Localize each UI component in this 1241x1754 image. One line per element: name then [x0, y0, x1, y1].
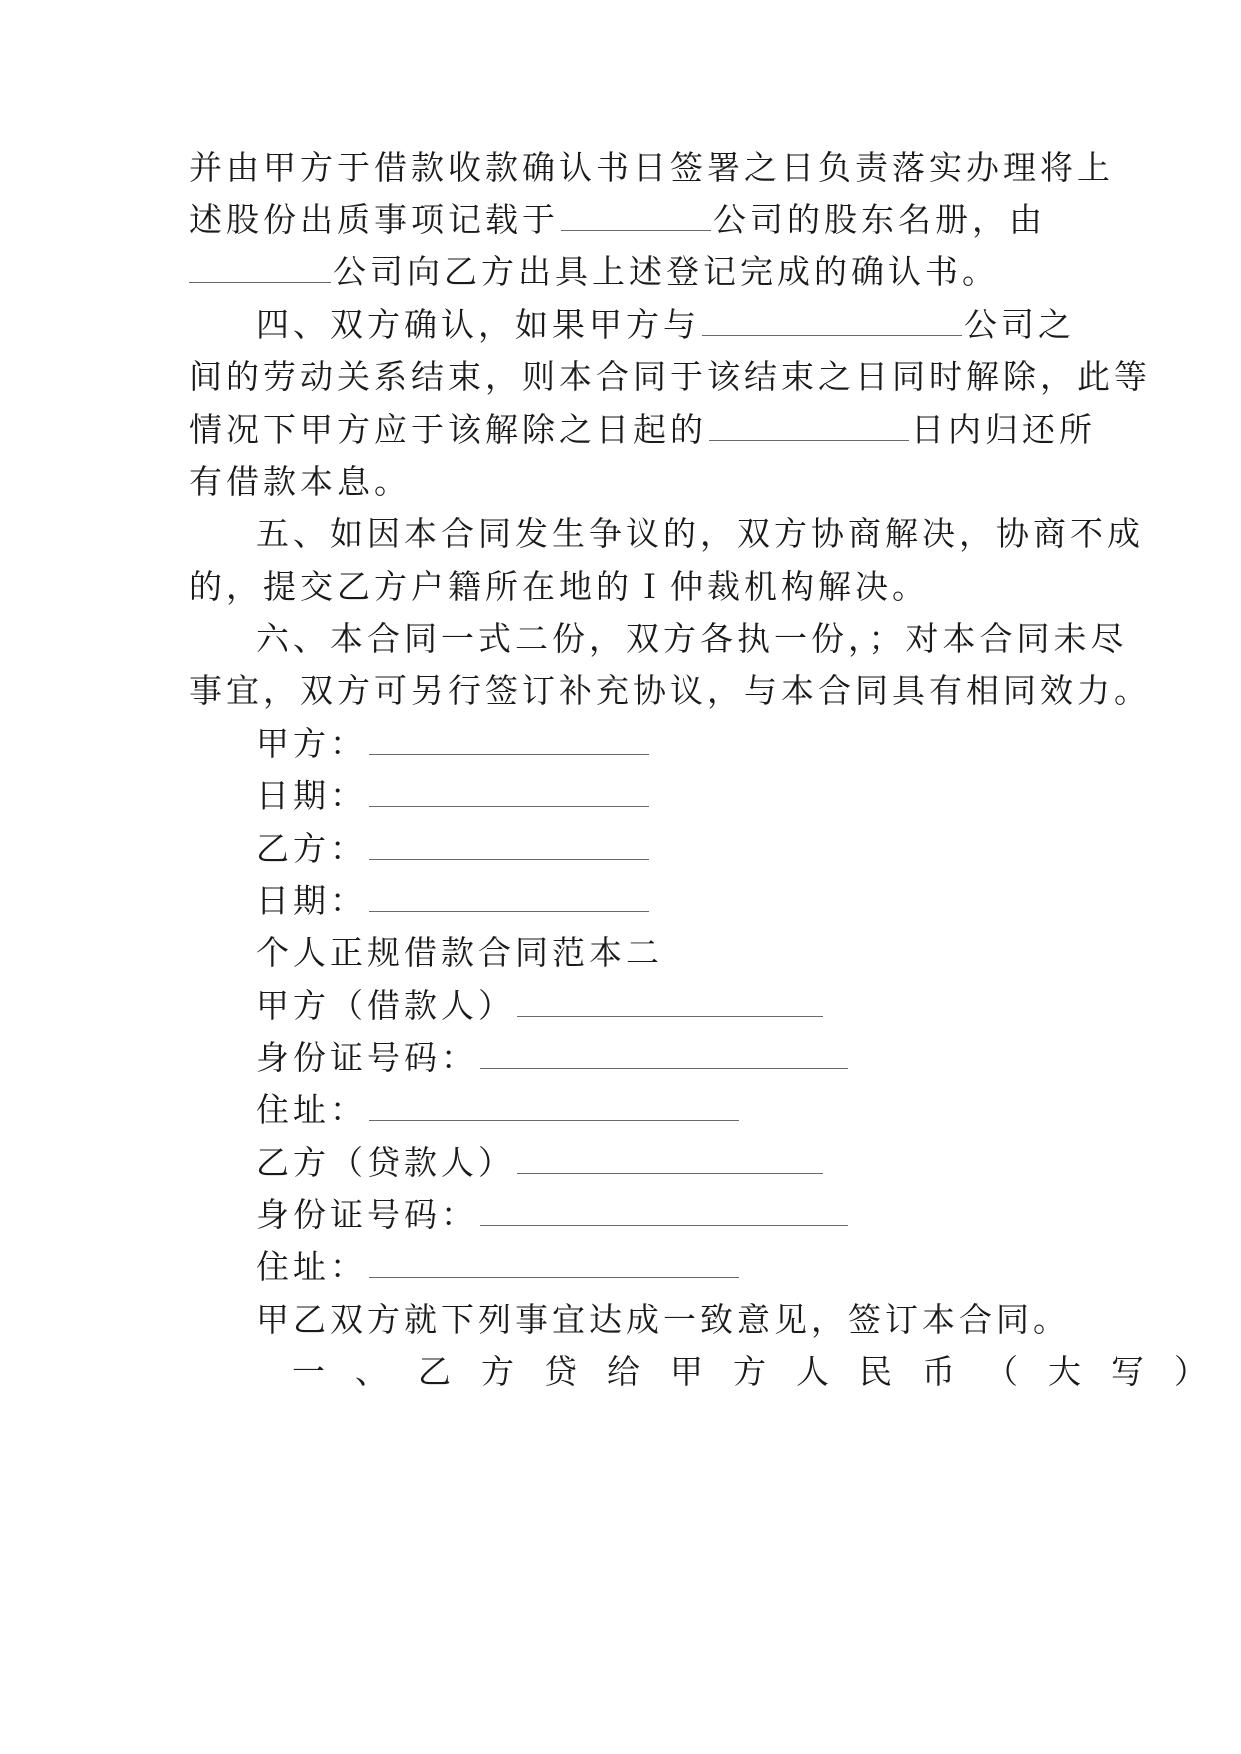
text: 六、本合同一式二份，双方各执一份，；对本合同未尽: [256, 619, 1128, 658]
fill-in-blank: [189, 252, 331, 283]
paragraph-line: [256, 1300, 1136, 1340]
fill-in-blank: [702, 305, 962, 336]
address-blank: [369, 1247, 739, 1278]
paragraph-line: [189, 200, 1069, 240]
lender-id-line: [256, 1195, 1136, 1235]
signature-party-b: [256, 829, 1136, 869]
paragraph-line: [189, 567, 1069, 607]
label: 日期：: [256, 776, 367, 815]
label: 乙方（贷款人）: [256, 1143, 515, 1182]
borrower-line: [256, 986, 1136, 1026]
paragraph-line: [256, 305, 1136, 345]
text: 公司之: [964, 305, 1075, 344]
signature-party-a: [256, 724, 1136, 764]
text: 公司的股东名册，由: [713, 200, 1046, 239]
label: 乙方：: [256, 829, 367, 868]
id-blank: [480, 1038, 848, 1069]
clause-line: [292, 1352, 1237, 1392]
text: 有借款本息。: [189, 462, 411, 501]
text: 间的劳动关系结束，则本合同于该结束之日同时解除，此等: [189, 357, 1151, 396]
label: 甲方：: [256, 724, 367, 763]
text: 甲乙双方就下列事宜达成一致意见，签订本合同。: [256, 1300, 1070, 1339]
name-blank: [517, 986, 823, 1017]
text: 的，提交乙方户籍所在地的Ｉ仲裁机构解决。: [189, 567, 929, 606]
text: 日内归还所: [911, 410, 1096, 449]
text: 公司向乙方出具上述登记完成的确认书。: [333, 252, 999, 291]
id-blank: [480, 1195, 848, 1226]
signature-date-1: [256, 776, 1136, 816]
text: 并由甲方于借款收款确认书日签署之日负责落实办理将上: [189, 148, 1114, 187]
paragraph-line: [189, 148, 1114, 188]
label: 住址：: [256, 1090, 367, 1129]
signature-date-2: [256, 881, 1136, 921]
text: 一、乙方贷给甲方人民币（大写）: [292, 1352, 1237, 1391]
paragraph-line: [189, 671, 1151, 711]
borrower-id-line: [256, 1038, 1136, 1078]
section-title: [256, 933, 1136, 973]
address-blank: [369, 1090, 739, 1121]
lender-address-line: [256, 1247, 1136, 1287]
date-blank: [369, 881, 649, 912]
text: 述股份出质事项记载于: [189, 200, 559, 239]
date-blank: [369, 776, 649, 807]
label: 日期：: [256, 881, 367, 920]
text: 五、如因本合同发生争议的，双方协商解决，协商不成: [256, 514, 1144, 553]
text: 事宜，双方可另行签订补充协议，与本合同具有相同效力。: [189, 671, 1151, 710]
fill-in-blank: [561, 200, 711, 231]
paragraph-line: [189, 252, 1069, 292]
paragraph-line: [256, 514, 1144, 554]
paragraph-line: [256, 619, 1136, 659]
signature-blank: [369, 724, 649, 755]
label: 身份证号码：: [256, 1195, 478, 1234]
paragraph-line: [189, 410, 1096, 450]
text: 情况下甲方应于该解除之日起的: [189, 410, 707, 449]
lender-line: [256, 1143, 1136, 1183]
paragraph-line: [189, 462, 1069, 502]
signature-blank: [369, 829, 649, 860]
label: 身份证号码：: [256, 1038, 478, 1077]
title-text: 个人正规借款合同范本二: [256, 933, 663, 972]
text: 四、双方确认，如果甲方与: [256, 305, 700, 344]
paragraph-line: [189, 357, 1151, 397]
label: 甲方（借款人）: [256, 986, 515, 1025]
borrower-address-line: [256, 1090, 1136, 1130]
name-blank: [517, 1143, 823, 1174]
fill-in-blank: [709, 410, 909, 441]
label: 住址：: [256, 1247, 367, 1286]
